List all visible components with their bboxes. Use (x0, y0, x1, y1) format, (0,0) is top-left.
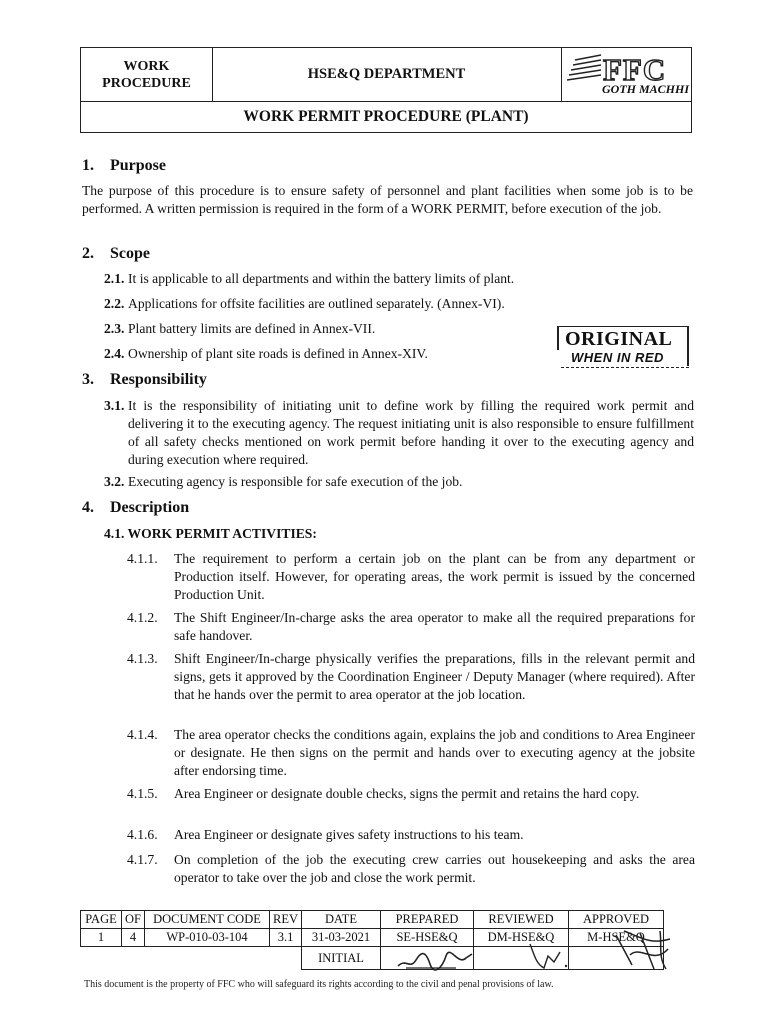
logo-cell (561, 48, 691, 101)
item-number: 2.3. (104, 321, 125, 336)
table-header-cell: DOCUMENT CODE (145, 911, 270, 929)
item-number: 2.4. (104, 346, 125, 361)
item-text: Area Engineer or designate double checks, signs the permit and retains the hard copy. (174, 786, 640, 801)
initial-label-cell: INITIAL (302, 947, 381, 970)
item-number: 2.2. (104, 296, 125, 311)
table-cell: DM-HSE&Q (474, 929, 569, 947)
item-number: 2.1. (104, 271, 125, 286)
stamp-bottom-border (561, 367, 689, 368)
table-header-cell: PREPARED (381, 911, 474, 929)
item-number: 3.2. (104, 474, 125, 489)
table-cell: M-HSE&Q (569, 929, 664, 947)
confidentiality-footnote: This document is the property of FFC who will safeguard its rights according to the civil and penal provisions of law. (84, 979, 554, 990)
table-header-cell: PAGE (81, 911, 122, 929)
doc-type-line2: PROCEDURE (102, 75, 191, 91)
purpose-text: The purpose of this procedure is to ensure safety of personnel and plant facilities when some job is to be performed. A written permission is required in the form of a WORK PERMIT, before execution of the job. (82, 183, 693, 216)
header-top-row (81, 48, 691, 102)
item-text: The Shift Engineer/In-charge asks the area operator to make all the required preparations for safe handover. (174, 610, 695, 643)
item-text: The area operator checks the conditions again, explains the job and conditions to Area Engineer or designate. He then signs on the permit and hands over to executing agency at the jobsite after endorsing time. (174, 727, 695, 778)
doc-type-cell (81, 48, 213, 101)
item-number: 4.1.2. (127, 610, 158, 625)
section-number: 3. (82, 371, 94, 388)
logo-text: FFC (603, 52, 667, 84)
item-text: Applications for offsite facilities are outlined separately. (Annex-VI). (128, 296, 505, 311)
stamp-line2: WHEN IN RED (571, 350, 664, 365)
item-text: Area Engineer or designate gives safety instructions to his team. (174, 827, 524, 842)
item-text: Ownership of plant site roads is defined in Annex-XIV. (128, 346, 428, 361)
stamp-left-border (557, 326, 559, 350)
stamp-right-border (687, 326, 689, 366)
item-text: The requirement to perform a certain job on the plant can be from any department or Production itself. However, for operating areas, the work permit is issued by the concerned Production Unit. (174, 551, 695, 602)
department-cell: HSE&Q DEPARTMENT (212, 48, 562, 101)
table-header-row (81, 911, 664, 929)
prepared-signature (396, 948, 476, 974)
work-permit-activities-heading: 4.1. WORK PERMIT ACTIVITIES: (104, 526, 317, 541)
table-cell: 31-03-2021 (302, 929, 381, 947)
table-header-cell: REVIEWED (474, 911, 569, 929)
section-purpose-heading (82, 157, 166, 175)
item-number: 3.1. (104, 398, 125, 413)
section-title: Purpose (110, 157, 166, 174)
item-number: 4.1.4. (127, 727, 158, 742)
section-description-heading (82, 499, 189, 517)
table-header-cell: REV (270, 911, 302, 929)
section-responsibility-heading (82, 371, 207, 389)
table-cell: 1 (81, 929, 122, 947)
item-number: 4.1.1. (127, 551, 158, 566)
table-cell: SE-HSE&Q (381, 929, 474, 947)
table-cell: WP-010-03-104 (145, 929, 270, 947)
section-title: Responsibility (110, 371, 207, 388)
table-cell: 3.1 (270, 929, 302, 947)
stamp-top-border (557, 326, 689, 327)
approved-signature (610, 925, 682, 973)
section-scope-heading (82, 245, 150, 263)
section-number: 1. (82, 157, 94, 174)
item-text: It is applicable to all departments and within the battery limits of plant. (128, 271, 515, 286)
logo-subtitle: GOTH MACHHI (601, 82, 689, 96)
section-number: 4. (82, 499, 94, 516)
section-title: Scope (110, 245, 150, 262)
section-number: 2. (82, 245, 94, 262)
item-number: 4.1.7. (127, 852, 158, 867)
item-text: Shift Engineer/In-charge physically verifies the preparations, fills in the relevant permit and signs, gets it approved by the Coordination Engineer / Deputy Manager (where required). After that he hands over the permit to area operator at the job location. (174, 651, 695, 702)
document-title: WORK PERMIT PROCEDURE (PLANT) (243, 108, 529, 125)
item-number: 4.1.6. (127, 827, 158, 842)
table-cell: 4 (122, 929, 145, 947)
table-header-cell: DATE (302, 911, 381, 929)
document-header (80, 47, 692, 133)
original-stamp (553, 326, 691, 368)
ffc-logo (561, 52, 691, 84)
item-number: 4.1.5. (127, 786, 158, 801)
item-text: Executing agency is responsible for safe execution of the job. (128, 474, 463, 489)
item-text: On completion of the job the executing crew carries out housekeeping and asks the area operator to take over the job and close the work permit. (174, 852, 695, 885)
table-header-cell: OF (122, 911, 145, 929)
item-text: It is the responsibility of initiating unit to define work by filling the required work permit and delivering it to the executing agency. The request initiating unit is also responsible to ensure fulfillment of all safety checks mentioned on work permit before handing it over to the executing agency and during execution where required. (128, 398, 694, 467)
item-text: Plant battery limits are defined in Annex-VII. (128, 321, 376, 336)
reviewed-signature (526, 940, 582, 974)
stamp-line1: ORIGINAL (565, 328, 673, 350)
item-number: 4.1.3. (127, 651, 158, 666)
section-title: Description (110, 499, 190, 516)
doc-type-line1: WORK (123, 58, 170, 74)
table-header-cell: APPROVED (569, 911, 664, 929)
